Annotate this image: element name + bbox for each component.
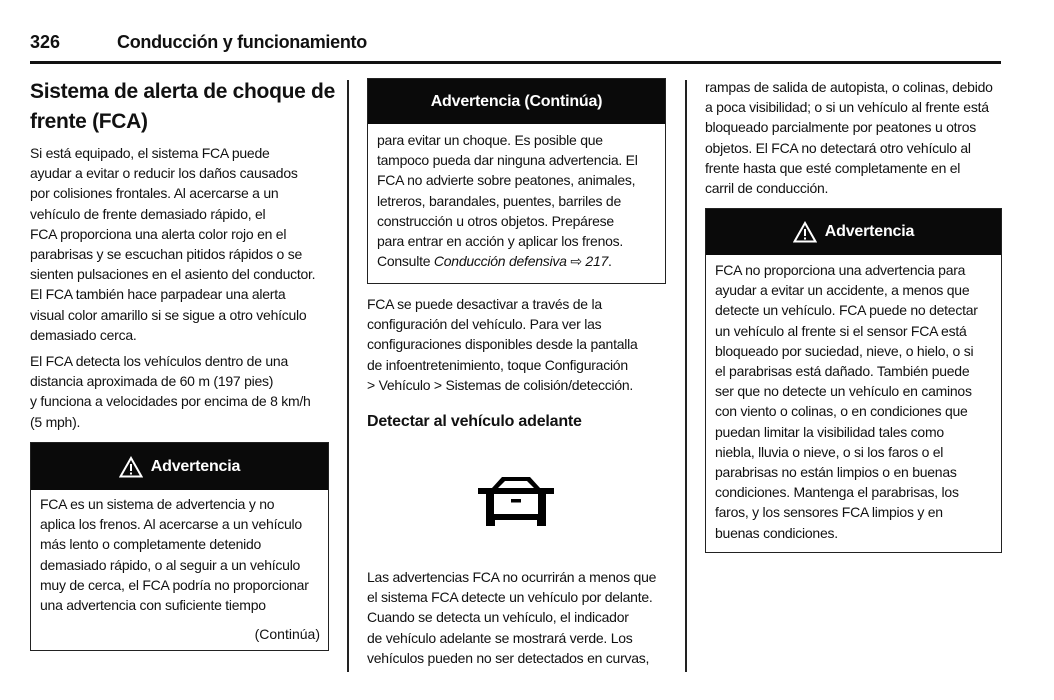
text-line: sienten pulsaciones en el asiento del conductor. bbox=[30, 266, 316, 283]
warning-box-continued bbox=[367, 78, 666, 284]
warning-box bbox=[705, 208, 1002, 553]
text-line: Sistema de alerta de choque de bbox=[30, 80, 335, 103]
header-rule bbox=[30, 61, 1001, 64]
text-line: FCA no advierte sobre peatones, animales, bbox=[377, 172, 636, 189]
text-line: FCA se puede desactivar a través de la bbox=[367, 296, 602, 312]
warning-box-header bbox=[31, 443, 328, 490]
paragraph bbox=[705, 77, 993, 198]
ref-end: . bbox=[608, 253, 612, 270]
text-line: bloqueado parcialmente por peatones u otros bbox=[705, 119, 976, 136]
text-line: una advertencia con suficiente tiempo bbox=[40, 597, 266, 614]
text-line: Cuando se detecta un vehículo, el indicador bbox=[367, 609, 629, 626]
paragraph bbox=[30, 351, 311, 432]
text-line: con viento o colinas, o en condiciones que bbox=[715, 403, 968, 420]
text-line: construcción u otros objetos. Prepárese bbox=[377, 212, 614, 229]
text-line: detecte un vehículo. FCA puede no detectar bbox=[715, 302, 978, 319]
text-line: parabrisas y se escuchan pitidos rápidos o se bbox=[30, 246, 303, 263]
text-line: el sistema FCA detecte un vehículo por delante. bbox=[367, 589, 653, 606]
text-line: rampas de salida de autopista, o colinas, debido bbox=[705, 79, 993, 95]
text-line: demasiado rápido, o al seguir a un vehículo bbox=[40, 556, 301, 573]
warning-box bbox=[30, 442, 329, 651]
text-line: FCA proporciona una alerta color rojo en el bbox=[30, 225, 287, 242]
text-line: Las advertencias FCA no ocurrirán a menos que bbox=[367, 569, 657, 585]
text-line: condiciones. Mantenga el parabrisas, los bbox=[715, 484, 959, 501]
text-line: buenas condiciones. bbox=[715, 524, 838, 541]
ref-prefix: Consulte bbox=[377, 253, 434, 270]
section-title: Conducción y funcionamiento bbox=[117, 32, 367, 52]
cross-reference[interactable] bbox=[377, 251, 656, 271]
text-line: FCA no proporciona una advertencia para bbox=[715, 262, 966, 278]
text-line: para evitar un choque. Es posible que bbox=[377, 132, 603, 148]
text-line: a poca visibilidad; o si un vehículo al frente está bbox=[705, 99, 989, 116]
page-ref-arrow-icon: ⇨ bbox=[570, 253, 582, 270]
warning-title: Advertencia bbox=[824, 223, 915, 240]
text-line: faros, y los sensores FCA limpios y en bbox=[715, 504, 943, 521]
text-line: Si está equipado, el sistema FCA puede bbox=[30, 145, 270, 161]
text-line: carril de conducción. bbox=[705, 180, 829, 197]
text-line: por colisiones frontales. Al acercarse a un bbox=[30, 185, 279, 202]
text-line: parabrisas no están limpios o en buenas bbox=[715, 464, 957, 481]
text-line: FCA es un sistema de advertencia y no bbox=[40, 496, 275, 512]
text-line: frente hasta que esté completamente en el bbox=[705, 159, 961, 176]
column-divider bbox=[347, 80, 349, 672]
paragraph bbox=[367, 294, 638, 395]
ref-page[interactable]: 217 bbox=[581, 253, 609, 270]
text-line: puedan limitar la visibilidad tales como bbox=[715, 423, 944, 440]
text-line: niebla, lluvia o nieve, o si los faros o el bbox=[715, 443, 944, 460]
continued-label: (Continúa) bbox=[254, 626, 320, 642]
text-line: muy de cerca, el FCA podría no proporcionar bbox=[40, 576, 309, 593]
text-line: el parabrisas está dañado. También puede bbox=[715, 363, 970, 380]
text-line: un vehículo al frente si el sensor FCA está bbox=[715, 322, 967, 339]
text-line: bloqueado por suciedad, nieve, o hielo, o si bbox=[715, 342, 974, 359]
section-heading bbox=[30, 77, 335, 137]
text-line: (5 mph). bbox=[30, 413, 81, 430]
text-line: objetos. El FCA no detectará otro vehículo al bbox=[705, 139, 971, 156]
warning-title: Advertencia bbox=[150, 457, 241, 475]
text-line: El FCA también hace parpadear una alerta bbox=[30, 286, 286, 303]
text-line: de infoentretenimiento, toque Configuración bbox=[367, 356, 628, 373]
warning-text bbox=[31, 490, 328, 621]
text-line: demasiado cerca. bbox=[30, 326, 137, 343]
warning-box-header bbox=[368, 79, 665, 124]
text-line: configuraciones disponibles desde la pantalla bbox=[367, 336, 638, 353]
warning-triangle-icon bbox=[793, 221, 817, 243]
warning-triangle-icon bbox=[119, 456, 143, 478]
text-line: letreros, barandales, puentes, barriles de bbox=[377, 192, 621, 209]
text-line: tampoco pueda dar ninguna advertencia. El bbox=[377, 152, 638, 169]
warning-text bbox=[368, 124, 665, 277]
text-line: para entrar en acción y aplicar los frenos. bbox=[377, 233, 624, 250]
text-line: de vehículo adelante se mostrará verde. Los bbox=[367, 629, 633, 646]
subheading: Detectar al vehículo adelante bbox=[367, 413, 582, 430]
text-line: ser que no detecte un vehículo en caminos bbox=[715, 383, 972, 400]
vehicle-ahead-icon bbox=[476, 474, 556, 528]
paragraph bbox=[367, 567, 656, 668]
warning-title: Advertencia (Continúa) bbox=[430, 92, 603, 110]
warning-text bbox=[706, 255, 1001, 549]
text-line: aplica los frenos. Al acercarse a un vehículo bbox=[40, 516, 302, 533]
text-line: vehículo de frente demasiado rápido, el bbox=[30, 205, 266, 222]
text-line: vehículos pueden no ser detectados en curvas, bbox=[367, 649, 650, 666]
text-line: más lento o completamente detenido bbox=[40, 536, 262, 553]
text-line: y funciona a velocidades por encima de 8 km/h bbox=[30, 393, 311, 410]
paragraph bbox=[30, 143, 315, 345]
page-number: 326 bbox=[30, 32, 61, 52]
text-line: configuración del vehículo. Para ver las bbox=[367, 316, 602, 333]
text-line: El FCA detecta los vehículos dentro de una bbox=[30, 353, 288, 369]
warning-box-header bbox=[706, 209, 1001, 255]
text-line: visual color amarillo si se sigue a otro vehículo bbox=[30, 306, 307, 323]
ref-title[interactable]: Conducción defensiva bbox=[433, 253, 567, 270]
text-line: > Vehículo > Sistemas de colisión/detección. bbox=[367, 376, 634, 393]
column-divider bbox=[685, 80, 687, 672]
text-line: ayudar a evitar o reducir los daños causados bbox=[30, 165, 298, 182]
text-line: ayudar a evitar un accidente, a menos que bbox=[715, 282, 970, 299]
text-line: distancia aproximada de 60 m (197 pies) bbox=[30, 373, 274, 390]
text-line: frente (FCA) bbox=[30, 110, 148, 133]
